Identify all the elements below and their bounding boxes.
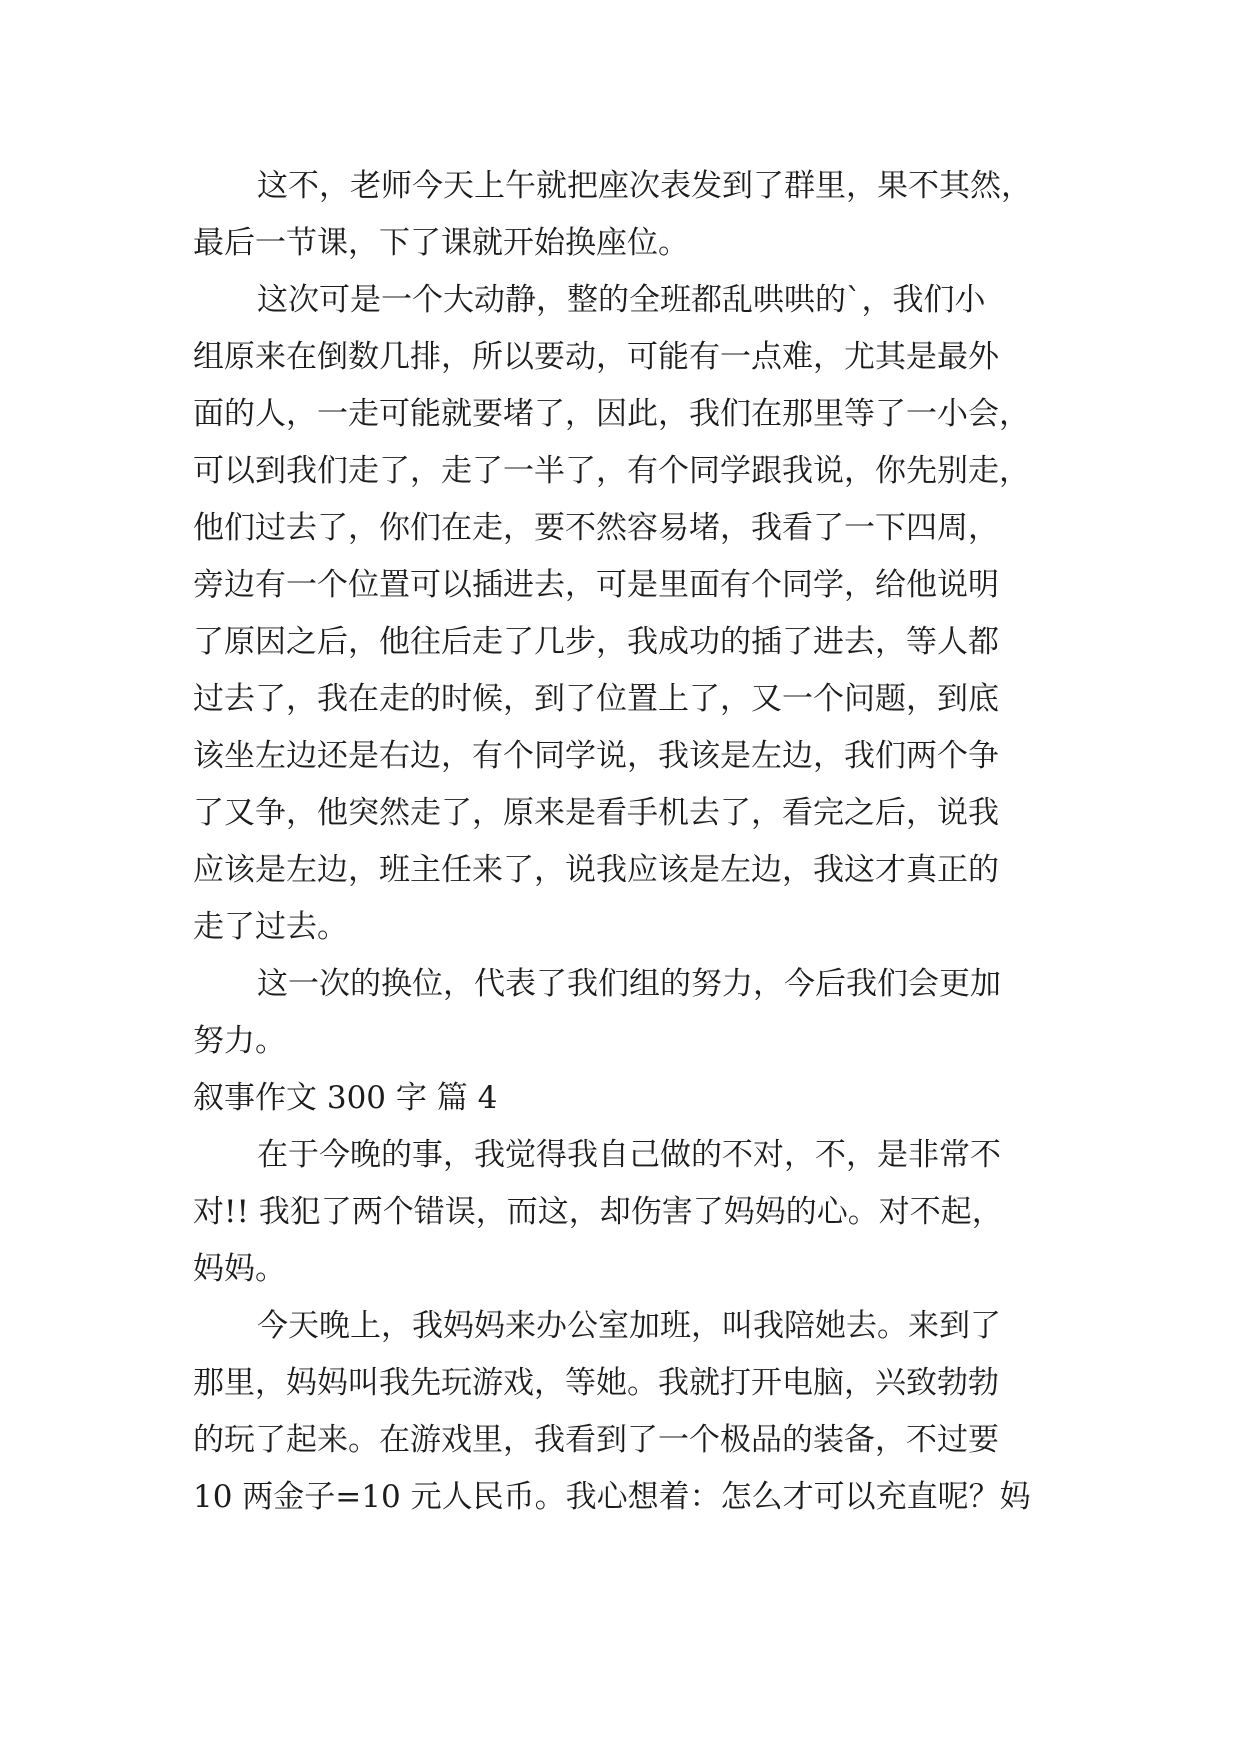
text-line: 了又争，他突然走了，原来是看手机去了，看完之后，说我 [193,795,999,831]
text-line: 可以到我们走了，走了一半了，有个同学跟我说，你先别走， [193,453,1030,489]
text-line: 组原来在倒数几排，所以要动，可能有一点难，尤其是最外 [193,339,999,375]
text-line: 那里，妈妈叫我先玩游戏，等她。我就打开电脑，兴致勃勃 [193,1365,999,1401]
text-line: 该坐左边还是右边，有个同学说，我该是左边，我们两个争 [193,738,999,774]
paragraph-4 [193,1127,1053,1298]
text-line: 对!! 我犯了两个错误，而这，却伤害了妈妈的心。对不起， [193,1194,1003,1230]
paragraph-2 [193,272,1053,956]
text-line: 今天晚上，我妈妈来办公室加班，叫我陪她去。来到了 [257,1308,1001,1344]
paragraph-5 [193,1298,1053,1526]
document-page [193,158,1053,1526]
text-line: 努力。 [193,1023,286,1059]
paragraph-1 [193,158,1053,272]
text-line: 面的人，一走可能就要堵了，因此，我们在那里等了一小会， [193,396,1030,432]
text-line: 走了过去。 [193,909,348,945]
text-line: 了原因之后，他往后走了几步，我成功的插了进去，等人都 [193,624,999,660]
text-line: 他们过去了，你们在走，要不然容易堵，我看了一下四周， [193,510,999,546]
text-line: 这一次的换位，代表了我们组的努力，今后我们会更加 [257,966,1001,1002]
text-line: 过去了，我在走的时候，到了位置上了，又一个问题，到底 [193,681,999,717]
text-line: 这次可是一个大动静，整的全班都乱哄哄的`，我们小 [257,282,986,318]
text-line: 的玩了起来。在游戏里，我看到了一个极品的装备，不过要 [193,1422,999,1458]
text-line: 旁边有一个位置可以插进去，可是里面有个同学，给他说明 [193,567,999,603]
paragraph-3 [193,956,1053,1070]
text-line: 妈妈。 [193,1251,286,1287]
text-line: 最后一节课，下了课就开始换座位。 [193,225,689,261]
text-line: 这不，老师今天上午就把座次表发到了群里，果不其然， [257,168,1032,204]
text-line: 应该是左边，班主任来了，说我应该是左边，我这才真正的 [193,852,999,888]
text-line: 在于今晚的事，我觉得我自己做的不对，不，是非常不 [257,1137,1001,1173]
section-heading: 叙事作文 300 字 篇 4 [193,1080,498,1116]
text-line: 10 两金子=10 元人民币。我心想着：怎么才可以充直呢？妈 [193,1479,1031,1515]
